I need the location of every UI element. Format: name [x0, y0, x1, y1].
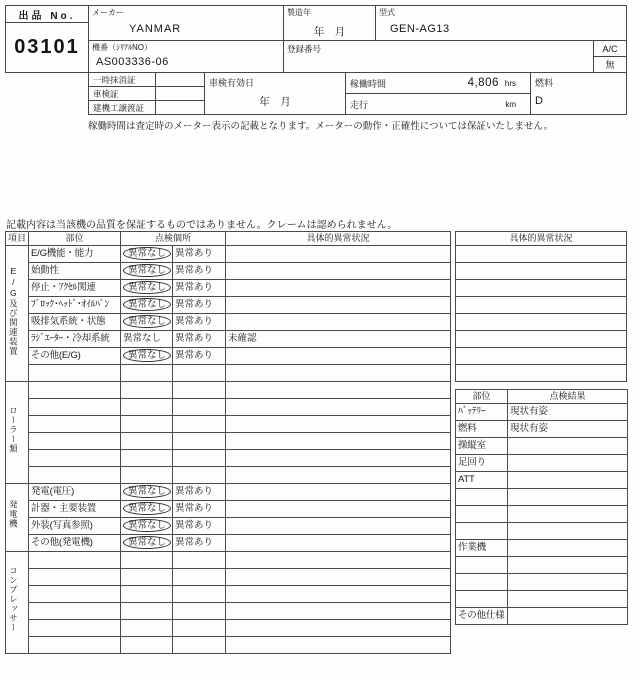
result-value: [508, 574, 628, 591]
part-name: [29, 569, 121, 586]
abnormal-detail: [226, 535, 451, 552]
part-name: [29, 637, 121, 654]
check-ng-cell: [173, 518, 226, 535]
check-ok-cell: [121, 263, 173, 280]
inspection-row: [6, 365, 451, 382]
check-ok-cell: [121, 501, 173, 518]
check-ng-cell: [173, 263, 226, 280]
result-part: ﾊﾞｯﾃﾘｰ: [456, 404, 508, 421]
result-row: [456, 608, 628, 625]
inspection-row: [6, 586, 451, 603]
col-header-detail: 具体的異常状況: [226, 232, 451, 246]
inspection-row: [6, 637, 451, 654]
abnormal-text: [456, 365, 627, 382]
mileage-box: [345, 93, 531, 115]
check-ok-cell: [121, 637, 173, 654]
part-name: [29, 586, 121, 603]
result-part: 作業機: [456, 540, 508, 557]
check-ng-cell: [173, 535, 226, 552]
check-ok-cell: [121, 314, 173, 331]
result-row: [456, 438, 628, 455]
abnormal-text: [456, 348, 627, 365]
ng-label: 異常あり: [175, 265, 214, 276]
inspection-row: [6, 450, 451, 467]
result-row: [456, 421, 628, 438]
result-row: [456, 404, 628, 421]
shaken-valid-value: 年 月: [259, 96, 291, 108]
abnormal-row: [456, 331, 627, 348]
check-result-table: [455, 389, 628, 625]
col-header-part: 部位: [29, 232, 121, 246]
abnormal-detail: [226, 348, 451, 365]
section-label: [6, 246, 29, 382]
result-row: [456, 574, 628, 591]
operating-hours-unit: hrs: [504, 78, 516, 88]
result-part: 足回り: [456, 455, 508, 472]
inspection-row: [6, 552, 451, 569]
result-value: [508, 472, 628, 489]
exhibit-no-value: 03101: [5, 22, 89, 73]
abnormal-row: [456, 297, 627, 314]
model-value: GEN-AG13: [390, 23, 450, 35]
part-name: 外装(写真参照): [29, 518, 121, 535]
abnormal-detail: [226, 399, 451, 416]
ng-label: 異常あり: [175, 537, 214, 548]
part-name: 発電(電圧): [29, 484, 121, 501]
result-value: [508, 455, 628, 472]
inspection-row: [6, 569, 451, 586]
inspection-row: [6, 331, 451, 348]
inspection-row: [6, 280, 451, 297]
part-name: 吸排気系統・状態: [29, 314, 121, 331]
inspection-header-row: [6, 232, 451, 246]
abnormal-detail: [226, 246, 451, 263]
result-part: [456, 523, 508, 540]
ok-label: 異常なし: [123, 247, 171, 260]
abnormal-row: [456, 280, 627, 297]
section-label-text: コンプレッサー: [8, 566, 19, 633]
ng-label: 異常あり: [175, 520, 214, 531]
section-label-text: E/G及び関連装置: [8, 265, 19, 356]
result-row: [456, 506, 628, 523]
check-ng-cell: [173, 280, 226, 297]
check-ok-cell: [121, 246, 173, 263]
operating-hours-value: 4,806: [467, 77, 499, 89]
section-label-text: ローラー類: [8, 405, 19, 454]
maker-box: [88, 5, 284, 41]
inspection-row: [6, 263, 451, 280]
registration-label: 登録番号: [287, 44, 322, 54]
check-ng-cell: [173, 314, 226, 331]
check-ng-cell: [173, 450, 226, 467]
ok-label: 異常なし: [123, 502, 171, 515]
result-value: [508, 438, 628, 455]
inspection-row: [6, 484, 451, 501]
inspection-row: [6, 297, 451, 314]
mfg-year-value: 年 月: [313, 26, 346, 38]
check-ng-cell: [173, 331, 226, 348]
ok-label: 異常なし: [123, 349, 171, 362]
inspection-row: [6, 416, 451, 433]
part-name: 始動性: [29, 263, 121, 280]
check-ok-cell: [121, 603, 173, 620]
abnormal-row: [456, 348, 627, 365]
abnormal-detail: [226, 484, 451, 501]
check-ng-cell: [173, 365, 226, 382]
result-part-header: 部位: [456, 390, 508, 404]
inspection-row: [6, 433, 451, 450]
inspection-row: [6, 467, 451, 484]
check-ok-cell: [121, 433, 173, 450]
maker-label: メーカー: [92, 8, 124, 17]
result-value: [508, 506, 628, 523]
section-label: [6, 484, 29, 552]
part-name: [29, 450, 121, 467]
section-label: [6, 552, 29, 654]
model-label: 型式: [379, 8, 395, 17]
abnormal-detail: [226, 450, 451, 467]
check-ok-cell: [121, 365, 173, 382]
abnormal-header: 具体的異常状況: [456, 232, 627, 246]
abnormal-row: [456, 263, 627, 280]
model-box: [375, 5, 627, 41]
part-name: [29, 382, 121, 399]
result-part: [456, 557, 508, 574]
inspection-row: [6, 246, 451, 263]
result-part: 操縦室: [456, 438, 508, 455]
part-name: 停止・ｱｸｾﾙ関連: [29, 280, 121, 297]
check-ng-cell: [173, 246, 226, 263]
serial-box: [88, 40, 284, 73]
check-ok-cell: [121, 280, 173, 297]
part-name: [29, 552, 121, 569]
check-ok-cell: [121, 450, 173, 467]
result-row: [456, 455, 628, 472]
inspection-row: [6, 518, 451, 535]
abnormal-conditions-table: [455, 231, 627, 382]
abnormal-text: [456, 246, 627, 263]
ok-label: 異常なし: [123, 333, 162, 344]
inspection-row: [6, 314, 451, 331]
exhibit-no-label: 出品 No.: [5, 5, 89, 23]
part-name: [29, 365, 121, 382]
ac-value: 無: [593, 56, 627, 73]
section-label: [6, 382, 29, 484]
check-ok-cell: [121, 331, 173, 348]
meter-note: 稼働時間は査定時のメーター表示の記載となります。メーターの動作・正確性については保証いたしません。: [88, 121, 554, 132]
abnormal-detail: [226, 603, 451, 620]
ok-label: 異常なし: [123, 519, 171, 532]
part-name: [29, 603, 121, 620]
part-name: [29, 467, 121, 484]
abnormal-text: [456, 331, 627, 348]
inspection-row: [6, 348, 451, 365]
mileage-label: 走行: [350, 99, 369, 110]
fuel-box: [530, 72, 627, 115]
check-ok-cell: [121, 518, 173, 535]
result-row: [456, 557, 628, 574]
result-value: [508, 540, 628, 557]
result-part: [456, 591, 508, 608]
result-value: 現状有姿: [508, 404, 628, 421]
section-label-text: 発電機: [8, 500, 19, 529]
result-value-header: 点検結果: [508, 390, 628, 404]
ng-label: 異常あり: [175, 333, 214, 344]
abnormal-detail: [226, 552, 451, 569]
check-ng-cell: [173, 297, 226, 314]
inspection-table: [5, 231, 451, 654]
result-part: ATT: [456, 472, 508, 489]
abnormal-detail: [226, 637, 451, 654]
check-ng-cell: [173, 484, 226, 501]
inspection-row: [6, 603, 451, 620]
check-ok-cell: [121, 416, 173, 433]
abnormal-text: [456, 280, 627, 297]
part-name: ﾌﾞﾛｯｸ･ﾍｯﾄﾞ･ｵｲﾙﾊﾟﾝ: [29, 297, 121, 314]
shaken-valid-box: [204, 72, 346, 115]
abnormal-row: [456, 365, 627, 382]
result-part: [456, 506, 508, 523]
result-value: [508, 523, 628, 540]
check-ok-cell: [121, 382, 173, 399]
check-ok-cell: [121, 348, 173, 365]
check-ok-cell: [121, 399, 173, 416]
result-value: [508, 591, 628, 608]
part-name: その他(発電機): [29, 535, 121, 552]
check-ng-cell: [173, 399, 226, 416]
check-ng-cell: [173, 382, 226, 399]
check-ng-cell: [173, 552, 226, 569]
ok-label: 異常なし: [123, 281, 171, 294]
fuel-value: D: [535, 95, 543, 107]
mfg-year-box: [283, 5, 376, 41]
ok-label: 異常なし: [123, 485, 171, 498]
ng-label: 異常あり: [175, 316, 214, 327]
shaken-valid-label: 車検有効日: [209, 78, 255, 88]
check-ng-cell: [173, 620, 226, 637]
part-name: E/G機能・能力: [29, 246, 121, 263]
registration-box: [283, 40, 594, 73]
result-part: [456, 574, 508, 591]
check-ok-cell: [121, 569, 173, 586]
operating-hours-label: 稼働時間: [350, 78, 387, 89]
inspection-row: [6, 620, 451, 637]
part-name: ﾗｼﾞｴｰﾀｰ・冷却系統: [29, 331, 121, 348]
check-ng-cell: [173, 603, 226, 620]
abnormal-detail: [226, 620, 451, 637]
ng-label: 異常あり: [175, 299, 214, 310]
result-part: 燃料: [456, 421, 508, 438]
inspection-row: [6, 535, 451, 552]
result-part: [456, 489, 508, 506]
doc-kenkiko-transfer: 建機工譲渡証: [88, 100, 205, 115]
doc-temp-deregistration: 一時抹消証: [88, 72, 205, 87]
maker-value: YANMAR: [129, 23, 182, 35]
result-value: [508, 557, 628, 574]
check-ok-cell: [121, 297, 173, 314]
result-value: [508, 608, 628, 625]
doc-shaken-cert: 車検証: [88, 86, 205, 101]
check-ng-cell: [173, 586, 226, 603]
fuel-label: 燃料: [535, 78, 554, 88]
check-ng-cell: [173, 501, 226, 518]
abnormal-detail: [226, 416, 451, 433]
result-part: その他仕様: [456, 608, 508, 625]
ok-label: 異常なし: [123, 264, 171, 277]
ac-label: A/C: [593, 40, 627, 57]
col-header-item: 項目: [6, 232, 29, 246]
inspection-row: [6, 399, 451, 416]
check-ng-cell: [173, 637, 226, 654]
check-ok-cell: [121, 467, 173, 484]
disclaimer-note: 記載内容は当該機の品質を保証するものではありません。クレームは認められません。: [6, 220, 398, 231]
check-ok-cell: [121, 586, 173, 603]
serial-label: 機番（ｼﾘｱﾙNO）: [92, 43, 152, 52]
abnormal-text: [456, 263, 627, 280]
result-row: [456, 489, 628, 506]
abnormal-detail: [226, 365, 451, 382]
abnormal-header-row: [456, 232, 627, 246]
check-ok-cell: [121, 535, 173, 552]
abnormal-detail: [226, 263, 451, 280]
abnormal-detail: [226, 280, 451, 297]
ng-label: 異常あり: [175, 503, 214, 514]
abnormal-detail: [226, 586, 451, 603]
part-name: [29, 399, 121, 416]
abnormal-detail: [226, 314, 451, 331]
check-ng-cell: [173, 569, 226, 586]
ok-label: 異常なし: [123, 536, 171, 549]
result-row: [456, 472, 628, 489]
ok-label: 異常なし: [123, 315, 171, 328]
abnormal-detail: [226, 382, 451, 399]
serial-value: AS003336-06: [96, 56, 169, 68]
check-ng-cell: [173, 348, 226, 365]
part-name: [29, 433, 121, 450]
abnormal-detail: [226, 518, 451, 535]
abnormal-text: [456, 297, 627, 314]
abnormal-detail: [226, 467, 451, 484]
mfg-year-label: 製造年: [287, 8, 311, 17]
ok-label: 異常なし: [123, 298, 171, 311]
check-ok-cell: [121, 620, 173, 637]
col-header-points: 点検個所: [121, 232, 226, 246]
abnormal-detail: [226, 501, 451, 518]
part-name: その他(E/G): [29, 348, 121, 365]
result-row: [456, 591, 628, 608]
result-row: [456, 523, 628, 540]
ng-label: 異常あり: [175, 486, 214, 497]
abnormal-row: [456, 314, 627, 331]
check-ok-cell: [121, 484, 173, 501]
abnormal-detail: [226, 297, 451, 314]
abnormal-detail: 未確認: [226, 331, 451, 348]
abnormal-detail: [226, 433, 451, 450]
result-value: 現状有姿: [508, 421, 628, 438]
abnormal-text: [456, 314, 627, 331]
operating-hours-box: [345, 72, 531, 94]
check-ng-cell: [173, 433, 226, 450]
inspection-row: [6, 382, 451, 399]
check-ok-cell: [121, 552, 173, 569]
abnormal-detail: [226, 569, 451, 586]
inspection-row: [6, 501, 451, 518]
ng-label: 異常あり: [175, 248, 214, 259]
ng-label: 異常あり: [175, 282, 214, 293]
result-header-row: [456, 390, 628, 404]
part-name: [29, 416, 121, 433]
abnormal-row: [456, 246, 627, 263]
ng-label: 異常あり: [175, 350, 214, 361]
result-row: [456, 540, 628, 557]
part-name: 計器・主要装置: [29, 501, 121, 518]
check-ng-cell: [173, 467, 226, 484]
check-ng-cell: [173, 416, 226, 433]
result-value: [508, 489, 628, 506]
mileage-unit: km: [505, 99, 516, 109]
part-name: [29, 620, 121, 637]
